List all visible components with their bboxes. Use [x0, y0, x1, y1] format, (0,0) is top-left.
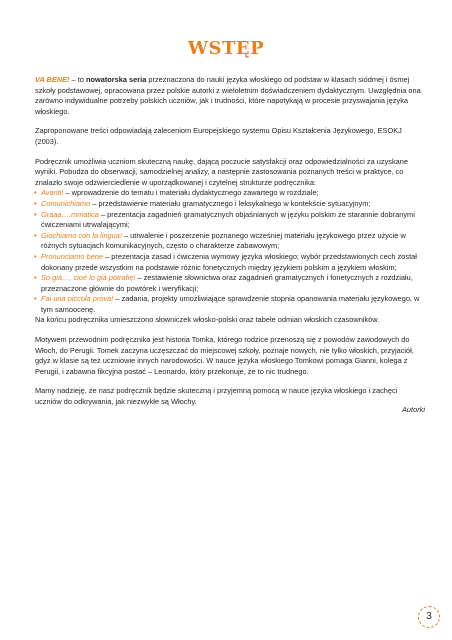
section-term: Comunichiamo: [41, 198, 91, 208]
section-desc: – zadania, projekty umożliwiające sprawdzenie stopnia opanowania materiału językowego, w tym samoocenę.: [41, 294, 420, 314]
section-term: Graaa….mmatica: [41, 209, 99, 219]
list-item: [35, 252, 425, 273]
intro-bold: nowatorska seria: [85, 75, 147, 84]
intro-lead: – to: [69, 75, 86, 84]
signature: Autorki: [401, 404, 425, 414]
section-term: So già…, cioè lo già potrafię!: [41, 273, 136, 283]
series-name: VA BENE!: [35, 75, 70, 84]
list-item: [35, 210, 425, 231]
intro-paragraph: [35, 75, 425, 117]
list-item: [35, 188, 425, 199]
page-number-badge: 3: [418, 606, 440, 628]
section-term: Giochiamo con la lingua!: [41, 230, 122, 240]
body-text: [35, 75, 425, 415]
section-desc: – prezentacja zasad i ćwiczenia wymowy języka włoskiego; wybór przedstawionych cech został dokonany przede wszystkim na podstawie różnic fonetycznych między językiem polskim a językiem włoskim;: [41, 251, 417, 272]
list-item: [35, 294, 425, 315]
bullet-icon: •: [34, 188, 37, 198]
structure-list: [35, 188, 425, 315]
closing-paragraph: Mamy nadzieję, że nasz podręcznik będzie skuteczną i przyjemną pomocą w nauce języka włoskiego i zachęci uczniów do odkrywania, jak niezwykłe są Włochy.: [35, 386, 398, 407]
story-paragraph: Motywem przewodnim podręcznika jest historia Tomka, którego rodzice przenoszą się z powodów zawodowych do Włoch, do Perugii. Tomek zaczyna uczęszczać do miejscowej szkoły, poznaje nowych, nie tylko włoskich, przyjaciół, gdyż w klasie są też uczniowie innych narodowości. W nauce języka włoskiego Tomkowi pomaga Gianni, kolega z Perugii, i zabawna fikcyjna postać – Leonardo, który przekonuje, że to nic trudnego.: [35, 335, 414, 376]
section-desc: – utrwalenie i poszerzenie poznanego wcześniej materiału językowego przez użycie w różnych sytuacjach komunikacyjnych, często o charakterze zabawowym;: [41, 230, 406, 251]
structure-intro: Podręcznik umożliwia uczniom skuteczną naukę, dającą poczucie satysfakcji oraz odpowiedzialności za uzyskane wyniki. Pobudza do obserwacji, samodzielnej analizy, a następnie zastosowania poznanych treści w praktyce, co znalazło swoje odzwierciedlenie w uporządkowanej i czytelnej strukturze podręcznika:: [35, 156, 409, 187]
bullet-icon: •: [34, 273, 37, 283]
list-item: [35, 231, 425, 252]
section-desc: – wprowadzenie do tematu i materiału dydaktycznego zawartego w rozdziale;: [63, 188, 319, 198]
section-term: Pronunciamo bene: [41, 251, 104, 261]
section-term: Avanti!: [41, 188, 64, 198]
section-term: Fai una piccola prova!: [41, 294, 114, 304]
intro-text: przeznaczona do nauki języka włoskiego od podstaw w klasach siódmej i ósmej szkoły podstawowej, opracowana przez polskie autorki z wieloletnim doświadczeniem dydaktycznym. Uwzględnia ona zarówno indywidualne potrzeby polskich uczniów, jak i trudności, które napotykają w procesie przyswajania języka włoskiego.: [35, 75, 421, 116]
list-item: [35, 273, 425, 294]
section-desc: – prezentacja zagadnień gramatycznych objaśnianych w języku polskim ze starannie dobranymi ćwiczeniami utrwalającymi;: [41, 209, 415, 230]
bullet-icon: •: [34, 198, 37, 208]
list-item: [35, 199, 425, 210]
bullet-icon: •: [34, 209, 37, 219]
glossary-paragraph: Na końcu podręcznika umieszczono słowniczek włosko-polski oraz tabele odmian włoskich czasowników.: [35, 315, 380, 325]
page-title: WSTĘP: [187, 38, 265, 59]
standards-paragraph: Zaproponowane treści odpowiadają zaleceniom Europejskiego systemu Opisu Kształcenia Językowego, ESOKJ (2003).: [35, 126, 402, 146]
section-desc: – zestawienie słownictwa oraz zagadnień gramatycznych i fonetycznych z rozdziału, przeznaczone głównie do powtórek i weryfikacji;: [41, 273, 413, 293]
bullet-icon: •: [34, 230, 37, 240]
bullet-icon: •: [34, 294, 37, 304]
section-desc: – przedstawienie materiału gramatycznego i leksykalnego w kontekście sytuacyjnym;: [90, 198, 371, 208]
bullet-icon: •: [34, 251, 37, 261]
